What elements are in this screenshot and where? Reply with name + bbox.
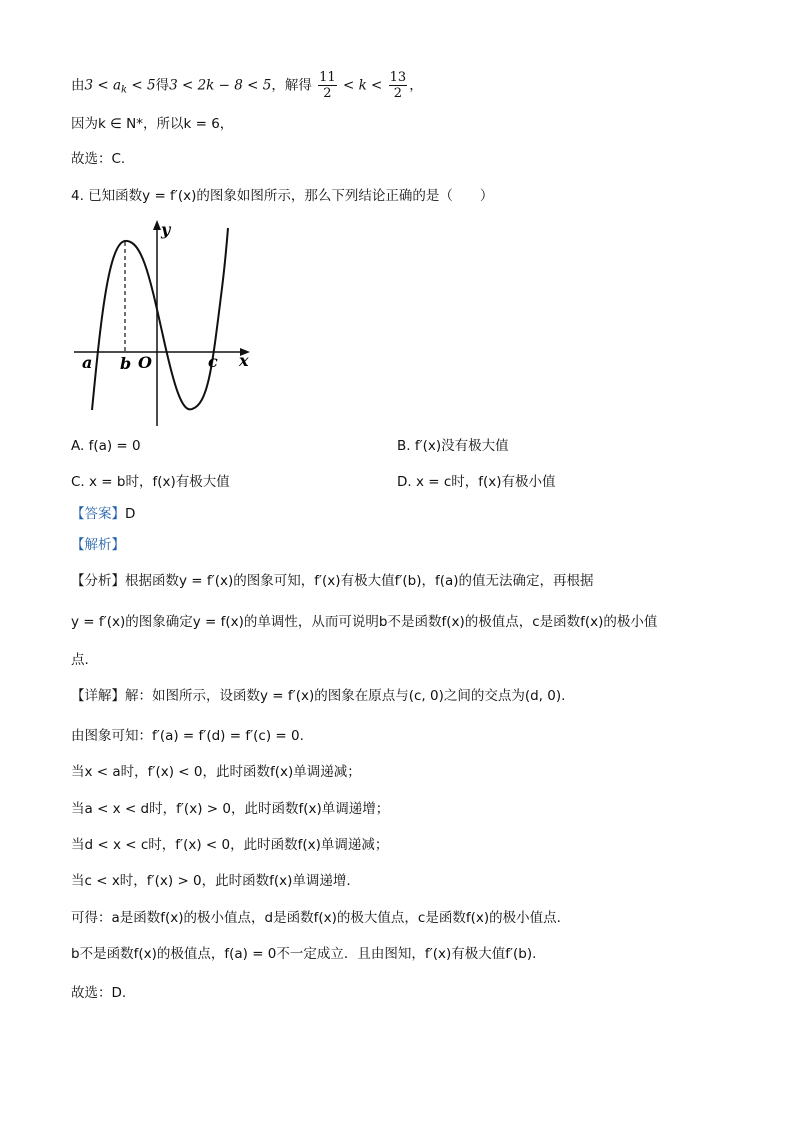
fraction-11-2: $\frac{11}{2}$ bbox=[319, 70, 336, 101]
answer-line bbox=[71, 504, 135, 524]
derivative-graph-figure bbox=[70, 218, 270, 428]
detail-line-2: 由图象可知：f′(a) = f′(d) = f′(c) = 0. bbox=[71, 728, 304, 744]
y-axis-arrow bbox=[153, 220, 161, 230]
axis-label-y: y bbox=[161, 220, 171, 239]
option-a: A. f(a) = 0 bbox=[71, 438, 141, 454]
solution-line-3: 故选：C. bbox=[71, 151, 126, 167]
detail-line-5: 当d < x < c时，f′(x) < 0，此时函数f(x)单调递减； bbox=[71, 837, 389, 853]
point-label-c: c bbox=[208, 352, 218, 371]
option-d: D. x = c时，f(x)有极小值 bbox=[397, 474, 556, 490]
detail-line-4: 当a < x < d时，f′(x) > 0，此时函数f(x)单调递增； bbox=[71, 801, 390, 817]
analysis-line-2: y = f′(x)的图象确定y = f(x)的单调性，从而可说明b不是函数f(x)的极值点，c是函数f(x)的极小值 bbox=[71, 614, 658, 630]
derivative-curve bbox=[92, 228, 228, 410]
question-4-stem: 4. 已知函数y = f′(x)的图象如图所示，那么下列结论正确的是（ ） bbox=[71, 188, 494, 204]
solution-line-2: 因为k ∈ N*，所以k = 6， bbox=[71, 116, 234, 132]
detail-line-9: 故选：D. bbox=[71, 985, 127, 1001]
detail-line-3: 当x < a时，f′(x) < 0，此时函数f(x)单调递减； bbox=[71, 764, 361, 780]
option-b: B. f′(x)没有极大值 bbox=[397, 438, 509, 454]
detail-line-1: 【详解】解：如图所示，设函数y = f′(x)的图象在原点与(c, 0)之间的交点为(d, 0). bbox=[71, 688, 566, 704]
answer-value: D bbox=[125, 506, 136, 522]
point-label-a: a bbox=[82, 353, 93, 372]
analysis-line-3: 点. bbox=[71, 652, 89, 668]
detail-line-8: b不是函数f(x)的极值点，f(a) = 0不一定成立．且由图知，f′(x)有极大值f′(b). bbox=[71, 946, 537, 962]
answer-tag: 【答案】 bbox=[71, 506, 125, 522]
analysis-tag: 【解析】 bbox=[71, 537, 125, 553]
option-c: C. x = b时，f(x)有极大值 bbox=[71, 474, 230, 490]
solution-line-1: 由$3 < a_k < 5$得3 < 2k − 8 < 5，解得 $\frac{11}{2}$ < k < $\frac{13}{2}$ ， bbox=[71, 70, 423, 101]
detail-line-7: 可得：a是函数f(x)的极小值点，d是函数f(x)的极大值点，c是函数f(x)的极小值点. bbox=[71, 910, 561, 926]
detail-line-6: 当c < x时，f′(x) > 0，此时函数f(x)单调递增. bbox=[71, 873, 351, 889]
analysis-line-1: 【分析】根据函数y = f′(x)的图象可知，f′(x)有极大值f′(b)，f(a)的值无法确定，再根据 bbox=[71, 573, 594, 589]
origin-label: O bbox=[138, 353, 152, 372]
axis-label-x: x bbox=[239, 351, 249, 370]
fraction-13-2: $\frac{13}{2}$ bbox=[389, 70, 407, 101]
point-label-b: b bbox=[120, 354, 132, 373]
